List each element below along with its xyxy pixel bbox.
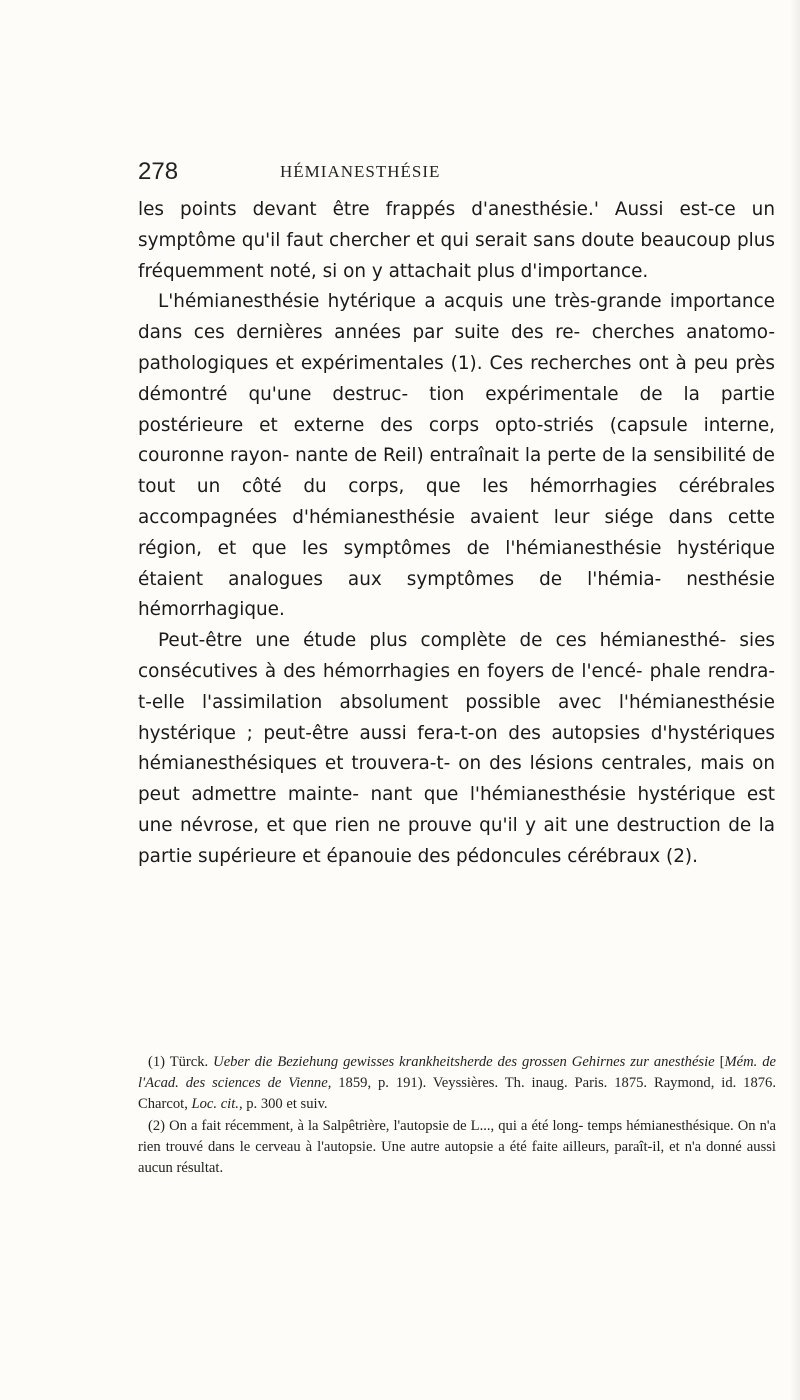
footnote-1-journal: Mém. de l'Acad. des sciences de Vienne	[138, 1054, 777, 1092]
footnote-1-tail: , 1859, p. 191). Veyssières. Th. inaug. Paris. 1875. Raymond, id. 1876. Charcot,	[138, 1075, 776, 1113]
footnote-1-end: , p. 300 et suiv.	[238, 1096, 328, 1113]
footnotes	[138, 1052, 776, 1179]
page-number: 278	[138, 158, 179, 185]
footnote-1	[138, 1052, 776, 1116]
footnote-1-loc: Loc. cit.	[191, 1096, 239, 1113]
footnote-1-mid: [	[714, 1054, 725, 1070]
paragraph-3: Peut-être une étude plus complète de ces hémianesthé- sies consécutives à des hémorrhagies en foyers de l'encé- phale rendra-t-elle l'assimilation absolument possible avec l'hémianesthésie hystérique ; peut-être aussi fera-t-on des autopsies d'hystériques hémianesthésiques et trouvera-t- on des lésions centrales, mais on peut admettre mainte- nant que l'hémianesthésie hystérique est une névrose, et que rien ne prouve qu'il y ait une destruction de la partie supérieure et épanouie des pédoncules cérébraux (2).	[138, 630, 775, 867]
running-head	[138, 158, 778, 188]
page-edge-shadow	[790, 0, 800, 1400]
running-title: HÉMIANESTHÉSIE	[280, 162, 441, 181]
footnote-1-title: Ueber die Beziehung gewisses krankheitsherde des grossen Gehirnes zur anesthésie	[213, 1054, 715, 1070]
paragraph-2: L'hémianesthésie hytérique a acquis une très-grande importance dans ces dernières années par suite des re- cherches anatomo-pathologiques et expérimentales (1). Ces recherches ont à peu près démontré qu'une destruc- tion expérimentale de la partie postérieure et externe des corps opto-striés (capsule interne, couronne rayon- nante de Reil) entraînait la perte de la sensibilité de tout un côté du corps, que les hémorrhagies cérébrales accompagnées d'hémianesthésie avaient leur siége dans cette région, et que les symptômes de l'hémianesthésie hystérique étaient analogues aux symptômes de l'hémia- nesthésie hémorrhagique.	[138, 291, 775, 621]
body-text	[138, 195, 775, 873]
footnote-2: (2) On a fait récemment, à la Salpêtrière, l'autopsie de L..., qui a été long- temps hémianesthésique. On n'a rien trouvé dans le cerveau à l'autopsie. Une autre autopsie a été faite ailleurs, paraît-il, et n'a donné aussi aucun résultat.	[138, 1117, 776, 1177]
paragraph-1: les points devant être frappés d'anesthésie.' Aussi est-ce un symptôme qu'il faut chercher et qui serait sans doute beaucoup plus fréquemment noté, si on y attachait plus d'importance.	[138, 199, 775, 282]
footnote-1-lead: (1) Türck.	[148, 1054, 214, 1070]
